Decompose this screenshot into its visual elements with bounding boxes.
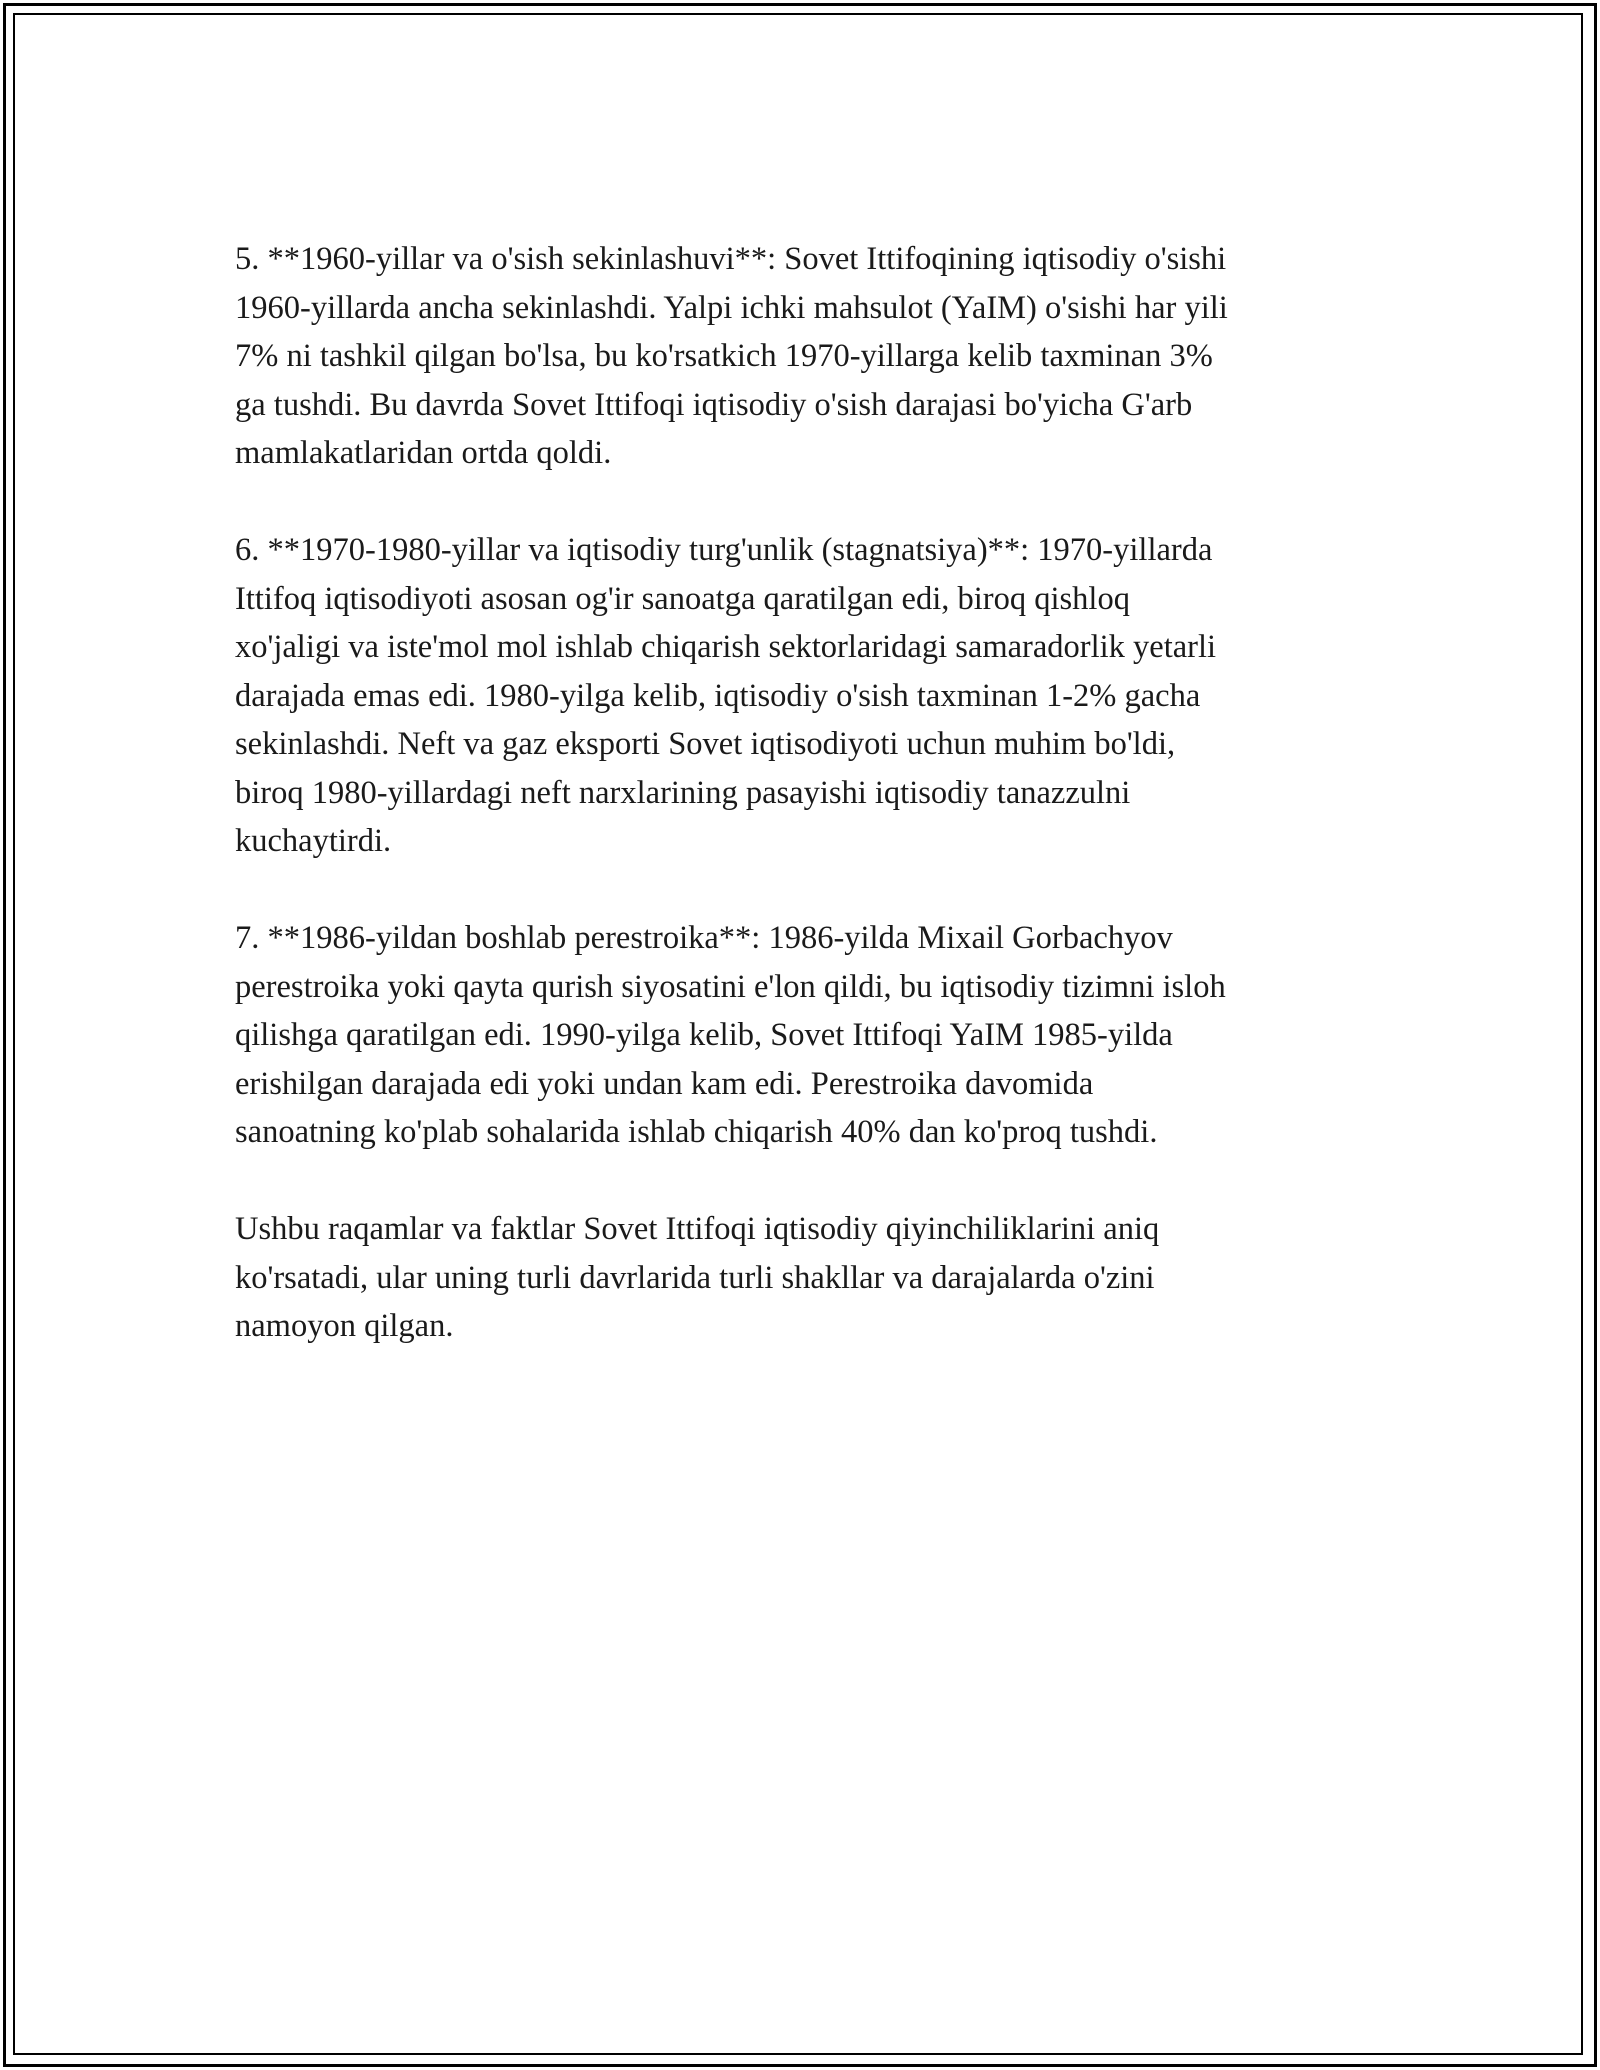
text-line: 5. **1960-yillar va o'sish sekinlashuvi**: Sovet Ittifoqining iqtisodiy o'sishi: [235, 241, 1227, 277]
text-line: 6. **1970-1980-yillar va iqtisodiy turg'unlik (stagnatsiya)**: 1970-yillarda: [235, 532, 1213, 568]
text-line: mamlakatlaridan ortda qoldi.: [235, 435, 612, 471]
paragraph-item-6: [235, 526, 1395, 866]
text-line: namoyon qilgan.: [235, 1308, 454, 1344]
text-line: biroq 1980-yillardagi neft narxlarining pasayishi iqtisodiy tanazzulni: [235, 774, 1131, 811]
paragraph-conclusion: [235, 1205, 1395, 1351]
text-line: qilishga qaratilgan edi. 1990-yilga kelib, Sovet Ittifoqi YaIM 1985-yilda: [235, 1017, 1173, 1053]
text-line: 1960-yillarda ancha sekinlashdi. Yalpi ichki mahsulot (YaIM) o'sishi har yili: [235, 289, 1228, 326]
text-line: kuchaytirdi.: [235, 823, 392, 859]
paragraph-item-7: [235, 914, 1395, 1157]
text-line: Ushbu raqamlar va faktlar Sovet Ittifoqi iqtisodiy qiyinchiliklarini aniq: [235, 1211, 1160, 1247]
text-line: xo'jaligi va iste'mol mol ishlab chiqarish sektorlaridagi samaradorlik yetarli: [235, 629, 1217, 665]
text-line: erishilgan darajada edi yoki undan kam edi. Perestroika davomida: [235, 1065, 1094, 1102]
text-line: 7. **1986-yildan boshlab perestroika**: 1986-yilda Mixail Gorbachyov: [235, 920, 1173, 956]
text-line: darajada emas edi. 1980-yilga kelib, iqtisodiy o'sish taxminan 1-2% gacha: [235, 677, 1201, 714]
text-line: sekinlashdi. Neft va gaz eksporti Sovet iqtisodiyoti uchun muhim bo'ldi,: [235, 726, 1176, 762]
text-line: sanoatning ko'plab sohalarida ishlab chiqarish 40% dan ko'proq tushdi.: [235, 1114, 1158, 1150]
document-body: [235, 235, 1395, 1399]
paragraph-item-5: [235, 235, 1395, 478]
text-line: ko'rsatadi, ular uning turli davrlarida turli shakllar va darajalarda o'zini: [235, 1259, 1155, 1296]
text-line: Ittifoq iqtisodiyoti asosan og'ir sanoatga qaratilgan edi, biroq qishloq: [235, 580, 1130, 617]
text-line: ga tushdi. Bu davrda Sovet Ittifoqi iqtisodiy o'sish darajasi bo'yicha G'arb: [235, 386, 1193, 423]
text-line: perestroika yoki qayta qurish siyosatini e'lon qildi, bu iqtisodiy tizimni isloh: [235, 968, 1226, 1005]
text-line: 7% ni tashkil qilgan bo'lsa, bu ko'rsatkich 1970-yillarga kelib taxminan 3%: [235, 338, 1213, 374]
